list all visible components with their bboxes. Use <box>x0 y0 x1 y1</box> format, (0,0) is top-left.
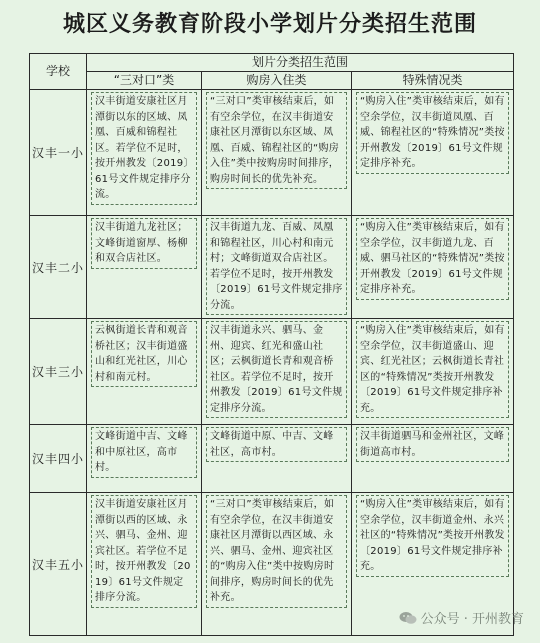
special-case-text: “购房入住”类审核结束后，如有空余学位，汉丰街道凤凰、百威、锦程社区的“特殊情况”类按开州教发〔2019〕61号文件规定排序补充。 <box>356 92 509 174</box>
house-purchase-cell <box>202 493 352 636</box>
page-title: 城区义务教育阶段小学划片分类招生范围 <box>62 11 477 37</box>
school-name: 汉丰二小 <box>30 216 87 319</box>
three-match-cell <box>87 493 202 636</box>
school-name: 汉丰五小 <box>30 493 87 636</box>
special-case-cell <box>352 216 514 319</box>
enrollment-table <box>29 53 514 636</box>
house-purchase-text: “三对口”类审核结束后，如有空余学位，在汉丰街道安康社区月潭街以西区域、永兴、驷马、金州、迎宾社区的“购房入住”类中按购房时间排序，购房时间长的优先补充。 <box>206 495 347 608</box>
col-header-special-case: 特殊情况类 <box>352 72 514 90</box>
special-case-text: 汉丰街道驷马和金州社区，文峰街道高市村。 <box>356 427 509 462</box>
three-match-text: 汉丰街道安康社区月潭街以东的区域、凤凰、百威和锦程社区。若学位不足时，按开州教发〔2019〕61号文件规定排序分流。 <box>91 92 197 205</box>
table-row <box>30 319 514 425</box>
special-case-cell <box>352 425 514 493</box>
special-case-text: “购房入住”类审核结束后，如有空余学位，汉丰街道盛山、迎宾、红光社区；云枫街道长青社区的“特殊情况”类按开州教发〔2019〕61号文件规定排序补充。 <box>356 321 509 418</box>
house-purchase-cell <box>202 319 352 425</box>
special-case-cell <box>352 319 514 425</box>
special-case-text: “购房入住”类审核结束后，如有空余学位，汉丰街道金州、永兴社区的“特殊情况”类按开州教发〔2019〕61号文件规定排序补充。 <box>356 495 509 577</box>
table-row <box>30 90 514 216</box>
house-purchase-text: 汉丰街道九龙、百威、凤凰和锦程社区，川心村和南元村；文峰街道双合店社区。若学位不足时，按开州教发〔2019〕61号文件规定排序分流。 <box>206 218 347 315</box>
school-name: 汉丰四小 <box>30 425 87 493</box>
three-match-cell <box>87 319 202 425</box>
house-purchase-cell <box>202 90 352 216</box>
special-case-cell <box>352 90 514 216</box>
school-name: 汉丰一小 <box>30 90 87 216</box>
house-purchase-text: 文峰街道中原、中吉、文峰社区，高市村。 <box>206 427 347 462</box>
school-name: 汉丰三小 <box>30 319 87 425</box>
house-purchase-text: 汉丰街道永兴、驷马、金州、迎宾、红光和盛山社区；云枫街道长青和观音桥社区。若学位不足时，按开州教发〔2019〕61号文件规定排序分流。 <box>206 321 347 418</box>
range-group-header: 划片分类招生范围 <box>87 54 514 72</box>
house-purchase-cell <box>202 425 352 493</box>
header-row-top <box>30 54 514 72</box>
house-purchase-cell <box>202 216 352 319</box>
three-match-text: 文峰街道中吉、文峰和中原社区，高市村。 <box>91 427 197 478</box>
wechat-icon <box>399 611 417 625</box>
three-match-text: 汉丰街道安康社区月潭街以西的区域、永兴、驷马、金州、迎宾社区。若学位不足时，按开州教发〔2019〕61号文件规定排序分流。 <box>91 495 197 608</box>
three-match-text: 汉丰街道九龙社区；文峰街道窗厚、杨柳和双合店社区。 <box>91 218 197 269</box>
house-purchase-text: “三对口”类审核结束后，如有空余学位，在汉丰街道安康社区月潭街以东区域、凤凰、百威、锦程社区的“购房入住”类中按购房时间排序，购房时间长的优先补充。 <box>206 92 347 189</box>
watermark <box>399 608 524 627</box>
table-row <box>30 216 514 319</box>
three-match-cell <box>87 90 202 216</box>
watermark-text: 公众号 · 开州教育 <box>420 612 524 627</box>
table-row <box>30 425 514 493</box>
header-row-sub <box>30 72 514 90</box>
col-header-house-purchase: 购房入住类 <box>202 72 352 90</box>
special-case-text: “购房入住”类审核结束后，如有空余学位，汉丰街道九龙、百威、驷马社区的“特殊情况”类按开州教发〔2019〕61号文件规定排序补充。 <box>356 218 509 300</box>
three-match-text: 云枫街道长青和观音桥社区；汉丰街道盛山和红光社区，川心村和南元村。 <box>91 321 197 387</box>
three-match-cell <box>87 425 202 493</box>
col-header-three-match: “三对口”类 <box>87 72 202 90</box>
three-match-cell <box>87 216 202 319</box>
school-header: 学校 <box>30 54 87 90</box>
